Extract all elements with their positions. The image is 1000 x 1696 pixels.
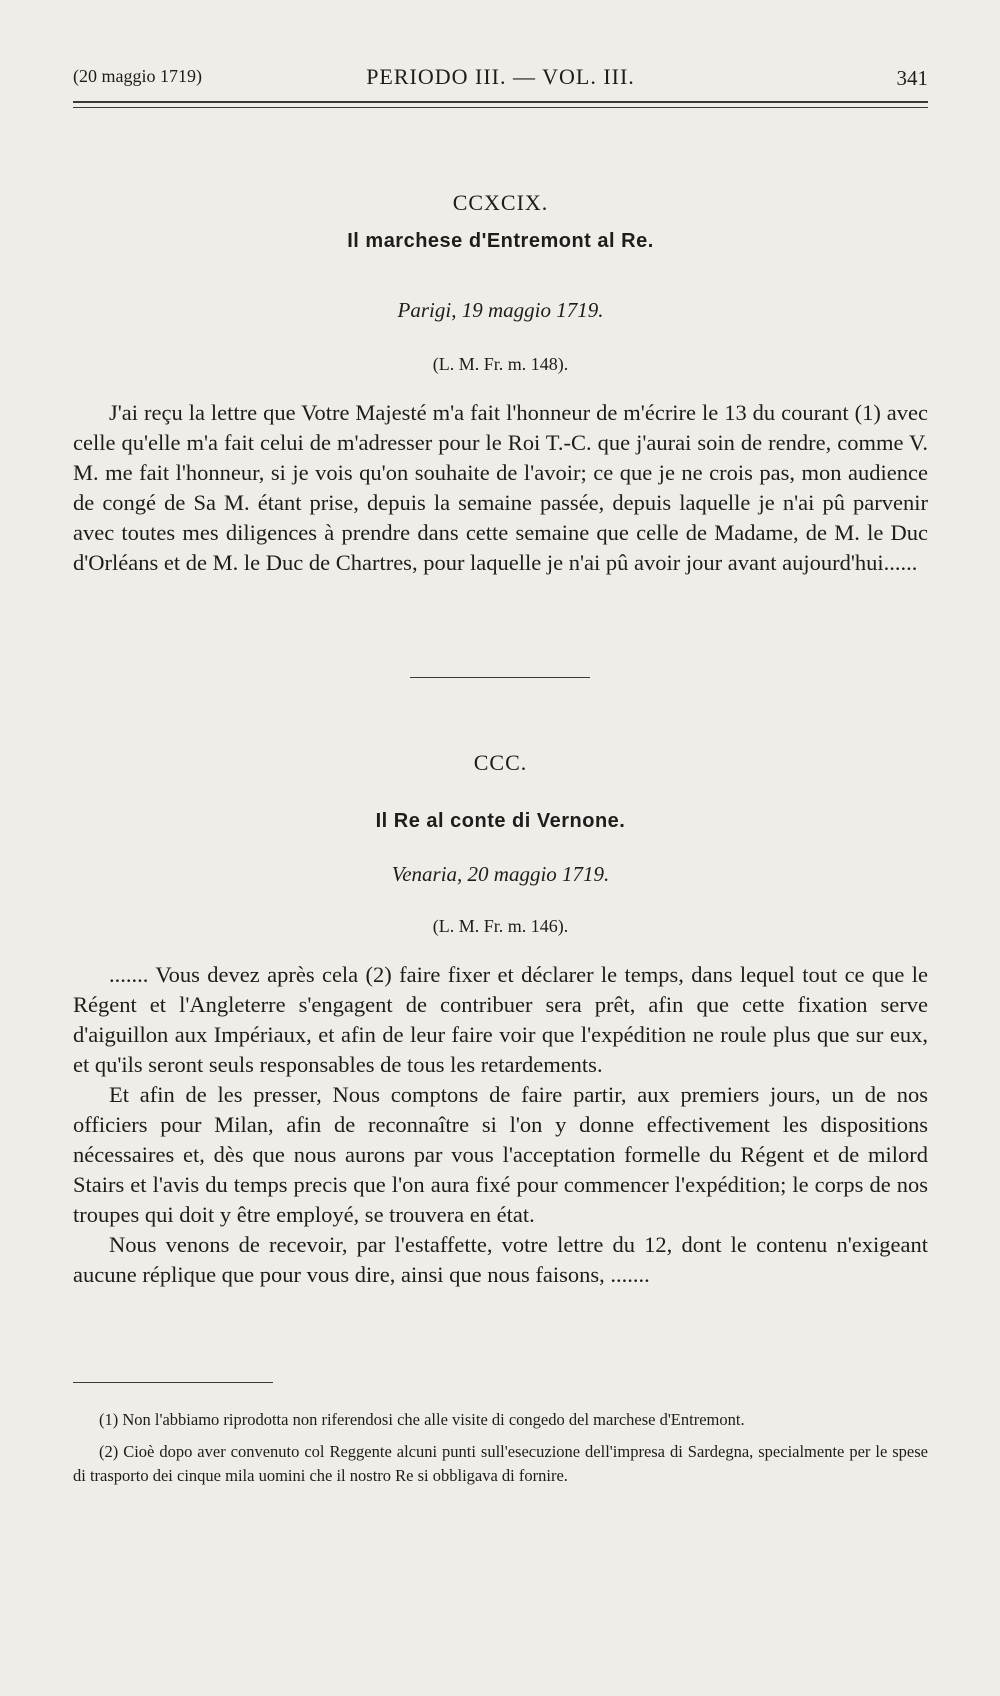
- paragraph: Et afin de les presser, Nous comptons de faire partir, aux premiers jours, un de nos officiers pour Milan, afin de reconnaître si l'on y donne effectivement les dispositions nécessaires et, dès que nous aurons par vous l'acceptation formelle du Régent et de milord Stairs et l'avis du temps precis que l'on aura fixé pour commencer l'expédition; le corps de nos troupes qui doit y être employé, se trouvera en état.: [73, 1082, 928, 1227]
- letter-title: Il Re al conte di Vernone.: [375, 810, 626, 832]
- letter-number: CCC.: [473, 750, 528, 775]
- letter-number: CCXCIX.: [452, 190, 549, 215]
- header-title: PERIODO III. — VOL. III.: [366, 64, 635, 89]
- header-rule-top: [73, 101, 928, 103]
- footnote: (1) Non l'abbiamo riprodotta non riferendosi che alle visite di congedo del marchese d'Entremont.: [99, 1410, 745, 1429]
- letter-place-date: Parigi, 19 maggio 1719.: [397, 298, 604, 322]
- section-separator: [410, 677, 590, 678]
- header-rule-bottom: [73, 107, 928, 108]
- letter-body: [73, 960, 928, 1290]
- letter-place-date: Venaria, 20 maggio 1719.: [391, 862, 610, 886]
- letter-source: (L. M. Fr. m. 148).: [432, 354, 569, 374]
- running-header: [73, 66, 928, 96]
- paragraph: ....... Vous devez après cela (2) faire fixer et déclarer le temps, dans lequel tout ce que le Régent et l'Angleterre s'engagent de contribuer sera prêt, afin que cette fixation serve d'aiguillon aux Impériaux, et afin de leur faire voir que l'expédition ne roule plus que sur eux, et qu'ils seront seuls responsables de tous les retardements.: [73, 962, 928, 1077]
- footnote-separator: [73, 1382, 273, 1383]
- letter-title: Il marchese d'Entremont al Re.: [347, 230, 654, 252]
- page-number: 341: [896, 66, 928, 90]
- footnotes: [73, 1408, 928, 1496]
- header-date: (20 maggio 1719): [73, 66, 202, 86]
- letter-source: (L. M. Fr. m. 146).: [432, 916, 569, 936]
- paragraph: J'ai reçu la lettre que Votre Majesté m'a fait l'honneur de m'écrire le 13 du courant (1) avec celle qu'elle m'a fait celui de m'adresser pour le Roi T.-C. que j'aurai soin de rendre, comme V. M. me fait l'honneur, si je vois qu'on souhaite de l'avoir; ce que je ne crois pas, mon audience de congé de Sa M. étant prise, depuis la semaine passée, depuis laquelle je n'ai pû parvenir avec toutes mes diligences à prendre dans cette semaine que celle de Madame, de M. le Duc d'Orléans et de M. le Duc de Chartres, pour laquelle je n'ai pû avoir jour avant aujourd'hui......: [73, 400, 928, 575]
- footnote: (2) Cioè dopo aver convenuto col Reggente alcuni punti sull'esecuzione dell'impresa di Sardegna, specialmente per le spese di trasporto dei cinque mila uomini che il nostro Re si obbligava di fornire.: [73, 1442, 928, 1485]
- paragraph: Nous venons de recevoir, par l'estaffette, votre lettre du 12, dont le contenu n'exigeant aucune réplique que pour vous dire, ainsi que nous faisons, .......: [73, 1232, 928, 1287]
- letter-body: [73, 398, 928, 578]
